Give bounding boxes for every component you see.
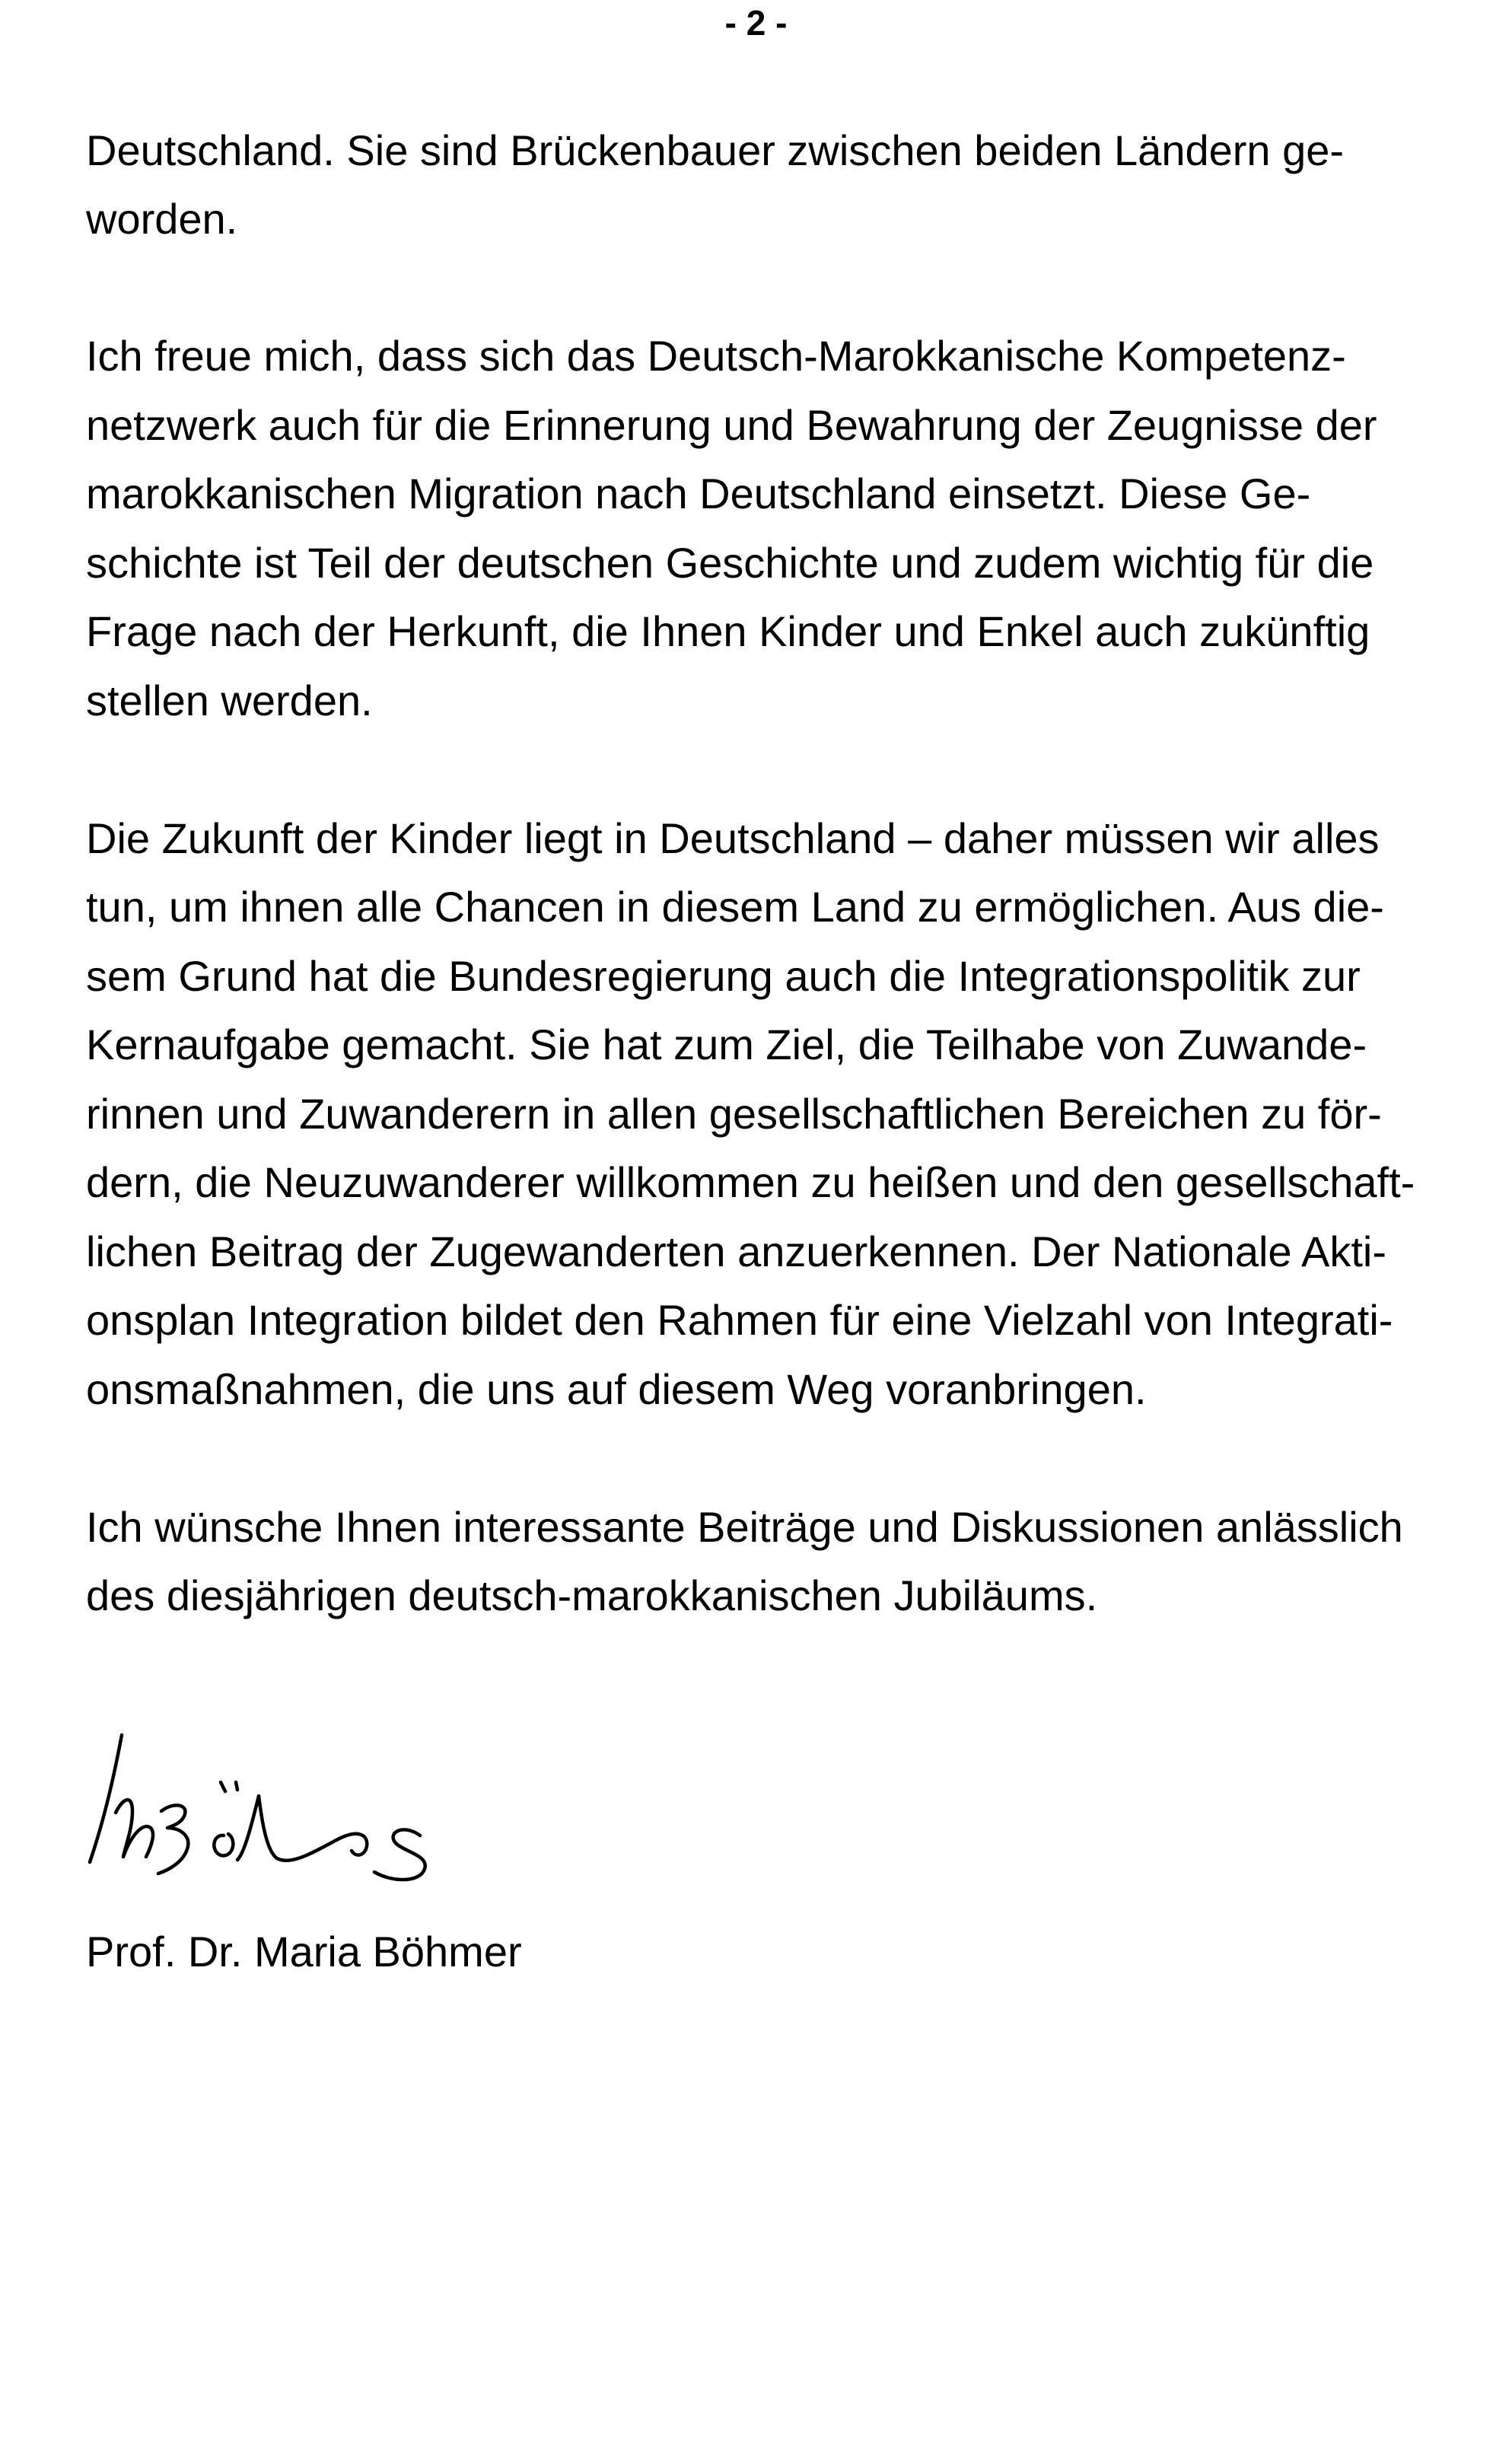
paragraph-3-line-5: rinnen und Zuwanderern in allen gesellschaftlichen Bereichen zu för- [86,1090,1382,1138]
paragraph-3-line-1: Die Zukunft der Kinder liegt in Deutschland – daher müssen wir alles [86,814,1380,862]
paragraph-2-line-2: netzwerk auch für die Erinnerung und Bewahrung der Zeugnisse der [86,401,1377,449]
paragraph-4-line-2: des diesjährigen deutsch-marokkanischen Jubiläums. [86,1571,1098,1619]
paragraph-3-line-8: onsplan Integration bildet den Rahmen für eine Vielzahl von Integrati- [86,1296,1393,1344]
paragraph-2-line-3: marokkanischen Migration nach Deutschland einsetzt. Diese Ge- [86,470,1311,517]
paragraph-2-line-1: Ich freue mich, dass sich das Deutsch-Marokkanische Kompetenz- [86,332,1346,380]
paragraph-1-line-1: Deutschland. Sie sind Brückenbauer zwischen beiden Ländern ge- [86,126,1345,174]
paragraph-3-line-4: Kernaufgabe gemacht. Sie hat zum Ziel, die Teilhabe von Zuwande- [86,1020,1367,1068]
paragraph-3-line-7: lichen Beitrag der Zugewanderten anzuerkennen. Der Nationale Akti- [86,1227,1387,1275]
paragraph-3-line-2: tun, um ihnen alle Chancen in diesem Land zu ermöglichen. Aus die- [86,883,1384,931]
paragraph-2-line-6: stellen werden. [86,677,373,724]
signer-name: Prof. Dr. Maria Böhmer [86,1928,522,1976]
paragraph-2-line-5: Frage nach der Herkunft, die Ihnen Kinder und Enkel auch zukünftig [86,607,1370,655]
paragraph-3-line-6: dern, die Neuzuwanderer willkommen zu heißen und den gesellschaft- [86,1158,1415,1206]
handwritten-signature-icon [85,1721,466,1896]
paragraph-4-line-1: Ich wünsche Ihnen interessante Beiträge und Diskussionen anlässlich [86,1503,1403,1551]
page-number: - 2 - [724,3,788,43]
paragraph-1-line-2: worden. [86,195,238,243]
paragraph-3-line-9: onsmaßnahmen, die uns auf diesem Weg voranbringen. [86,1365,1147,1413]
paragraph-2-line-4: schichte ist Teil der deutschen Geschichte und zudem wichtig für die [86,539,1374,587]
paragraph-3-line-3: sem Grund hat die Bundesregierung auch die Integrationspolitik zur [86,952,1361,1000]
